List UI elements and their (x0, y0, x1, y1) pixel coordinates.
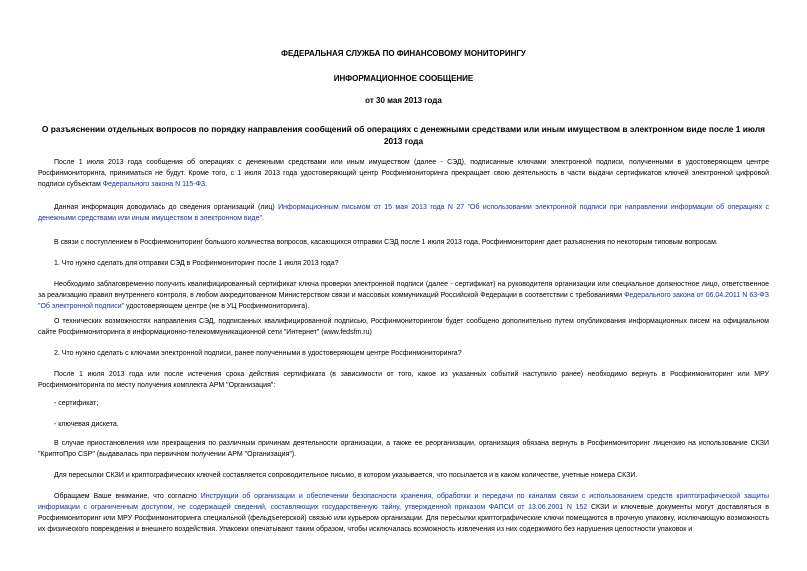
paragraph-text: Обращаем Ваше внимание, что согласно (54, 493, 201, 500)
paragraph-text: Данная информация доводилась до сведения организаций (лиц) (54, 204, 279, 211)
paragraph-questions: В связи с поступлением в Росфинмониторинг большого количества вопросов, касающихся отправки СЭД после 1 июля 2013 года, Росфинмониторинг дает разъяснения по некоторым типовым вопросам. (54, 239, 718, 246)
list-item-certificate: - сертификат; (54, 400, 99, 407)
paragraph-text: После 1 июля 2013 года сообщения об операциях с денежными средствами или иным имуществом (далее - СЭД), подписанные ключами электронной подписи, полученными в удостоверяющем центре Росфинмониторинга, приниматься не будут. Кроме того, с 1 июля 2013 года удостоверяющий центр Росфинмониторинга прекращает свою деятельность в части выдачи сертификатов ключей электронной цифровой подписи субъектам (38, 159, 769, 188)
paragraph-text: Необходимо заблаговременно получить квалифицированный сертификат ключа проверки электронной подписи (далее - сертификат) на руководителя организации или специальное должностное лицо, ответственное за реализацию правил внутреннего контроля, в любом аккредитованном Министерством связи и массовых коммуникаций Российской Федерации в соответствии с требованиями (38, 281, 769, 299)
paragraph-text: СКЗИ и ключевые документы могут доставляться в Росфинмониторинг или МРУ Росфинмониторинга специальной (фельдъегерской) связью или курьером организации. Для пересылки криптографические ключи помещаются в прочную упаковку, исключающую возможность их физического повреждения и внешнего воздействия. Упаковки опечатывают таким образом, чтобы исключалась возможность извлечения из них содержимого без нарушения целостности упаковок и (38, 504, 769, 533)
link-fapsi-instruction[interactable]: Инструкции об организации и обеспечении безопасности хранения, обработки и передачи по каналам связи с использованием средств криптографической защиты информации с ограниченным доступом, не содержащей сведений, составляющих государственную тайну, утвержденной приказом ФАПСИ от 13.06.2001 N 152 (38, 493, 769, 511)
paragraph-intro (38, 157, 769, 190)
paragraph-return-keys: После 1 июля 2013 года или после истечения срока действия сертификата (в зависимости от того, какое из указанных событий наступило ранее) необходимо вернуть в Росфинмониторинг или МРУ Росфинмониторинга по месту получения комплекта АРМ "Организация": (38, 371, 769, 389)
document-subject: О разъяснении отдельных вопросов по порядку направления сообщений об операциях с денежными средствами или иным имуществом в электронном виде после 1 июля 2013 года (41, 124, 766, 146)
link-info-letter-27[interactable]: Информационным письмом от 15 мая 2013 года N 27 "Об использовании электронной подписи при направлении информации об операциях с денежными средствами или иным имуществом в электронном виде" (38, 204, 770, 222)
question-1: 1. Что нужно сделать для отправки СЭД в Росфинмониторинг после 1 июля 2013 года? (54, 260, 339, 267)
paragraph-text: . (261, 215, 264, 222)
paragraph-text: . (205, 181, 208, 188)
paragraph-license-return: В случае приостановления или прекращения по различным причинам деятельности организации, а также ее реорганизации, организация обязана вернуть в Росфинмониторинг лицензию на использование СКЗИ "КриптоПро CSP" (выдавалась при первичном получении АРМ "Организация"). (38, 440, 769, 458)
list-item-key-diskette: - ключевая дискета. (54, 421, 119, 428)
paragraph-instruction (38, 491, 769, 535)
document-date: от 30 мая 2013 года (365, 96, 442, 105)
organization-title: ФЕДЕРАЛЬНАЯ СЛУЖБА ПО ФИНАНСОВОМУ МОНИТОРИНГУ (281, 49, 526, 58)
paragraph-technical: О технических возможностях направления СЭД, подписанных квалифицированной подписью, Росфинмониторингом будет сообщено дополнительно путем опубликования информационных писем на официальном сайте Росфинмониторинга в информационно-телекоммуникационной сети "Интернет" (www.fedsfm.ru) (38, 318, 769, 336)
paragraph-text: удостоверяющем центре (не в УЦ Росфинмониторинга). (124, 303, 310, 310)
paragraph-info-letter (38, 202, 769, 224)
paragraph-cover-letter: Для пересылки СКЗИ и криптографических ключей составляется сопроводительное письмо, в котором указывается, что посылается и в каком количестве, учетные номера СКЗИ. (54, 472, 638, 479)
paragraph-certificate (38, 279, 769, 312)
document-type: ИНФОРМАЦИОННОЕ СООБЩЕНИЕ (333, 74, 474, 83)
link-federal-law-63[interactable]: Федерального закона от 06.04.2011 N 63-ФЗ "Об электронной подписи" (38, 292, 769, 310)
question-2: 2. Что нужно сделать с ключами электронной подписи, ранее полученными в удостоверяющем центре Росфинмониторинга? (54, 350, 462, 357)
link-federal-law-115[interactable]: Федерального закона N 115-ФЗ (102, 181, 206, 188)
